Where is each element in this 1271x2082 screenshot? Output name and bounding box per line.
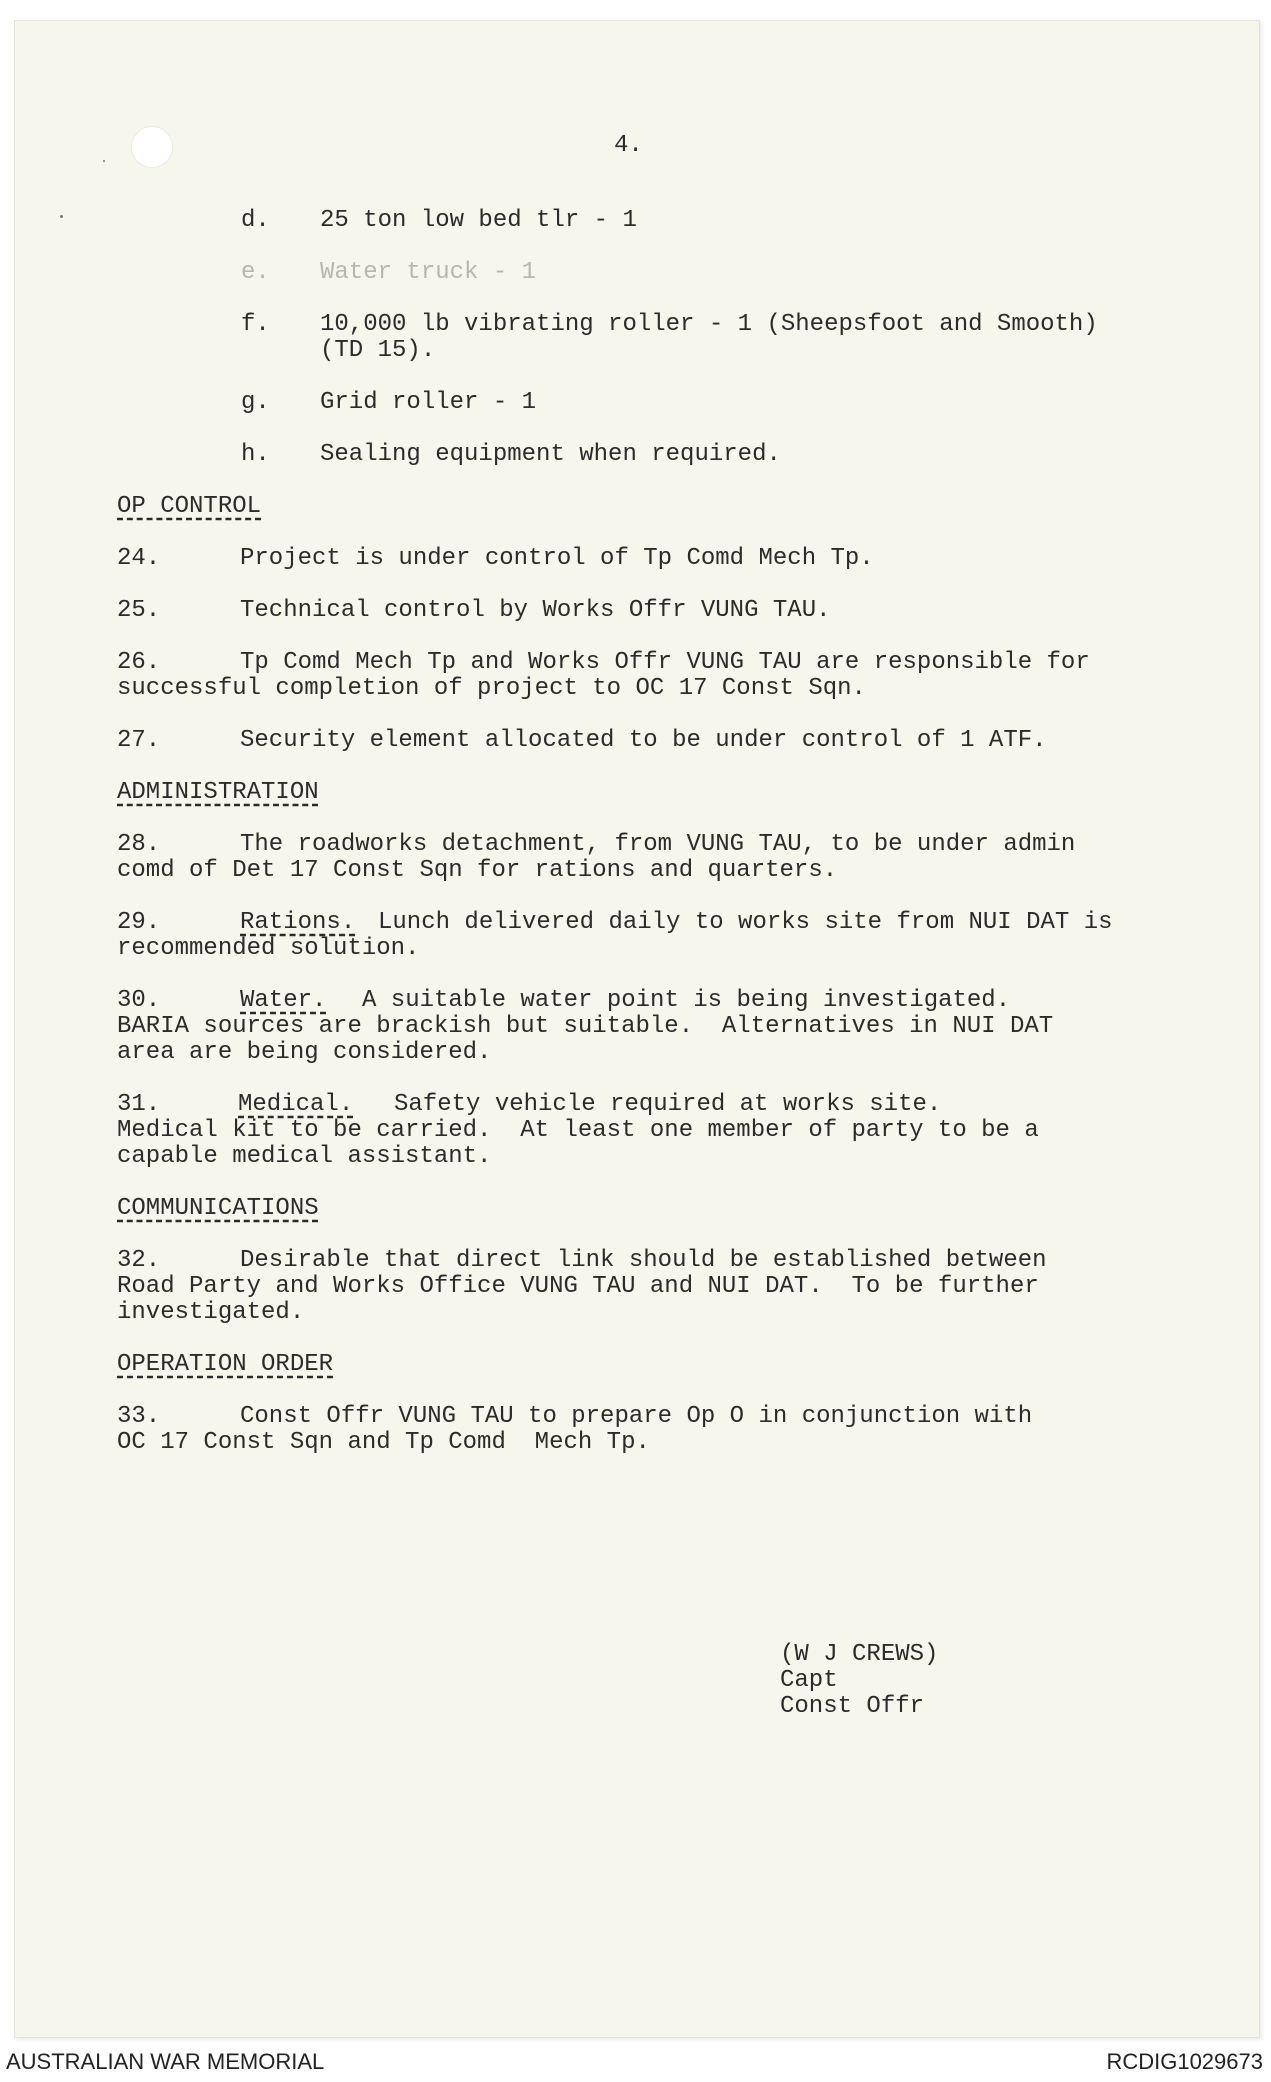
section-heading-operation-order: OPERATION ORDER (117, 1351, 334, 1378)
paragraph-text: Lunch delivered daily to works site from NUI DAT is (378, 909, 1113, 936)
paragraph-number: 33. (117, 1403, 161, 1430)
section-heading-communications: COMMUNICATIONS (117, 1195, 319, 1222)
archive-reference-id: RCDIG1029673 (1106, 2049, 1263, 2074)
paragraph-heading: Water. (240, 987, 327, 1014)
paragraph-text: Technical control by Works Offr VUNG TAU. (240, 597, 831, 624)
signature-name: (W J CREWS) (780, 1641, 939, 1668)
paragraph-text: Safety vehicle required at works site. (394, 1091, 942, 1118)
paragraph-text: Security element allocated to be under control of 1 ATF. (240, 727, 1047, 754)
paragraph-number: 32. (117, 1247, 161, 1274)
paragraph-text: OC 17 Const Sqn and Tp Comd Mech Tp. (117, 1429, 650, 1456)
paragraph-text: A suitable water point is being investigated. (362, 987, 1011, 1014)
section-heading-administration: ADMINISTRATION (117, 779, 319, 806)
paragraph-number: 24. (117, 545, 161, 572)
paragraph-number: 29. (117, 909, 161, 936)
signature-rank: Capt (780, 1667, 838, 1694)
paragraph-text: Const Offr VUNG TAU to prepare Op O in conjunction with (240, 1403, 1033, 1430)
item-letter: g. (241, 389, 270, 416)
paper-speck (60, 215, 63, 218)
item-text-continued: (TD 15). (320, 337, 436, 364)
item-letter: h. (241, 441, 270, 468)
paragraph-number: 27. (117, 727, 161, 754)
paragraph-heading: Rations. (240, 909, 356, 936)
signature-appointment: Const Offr (780, 1693, 925, 1720)
item-text: 10,000 lb vibrating roller - 1 (Sheepsfoot and Smooth) (320, 311, 1098, 338)
paragraph-text: Project is under control of Tp Comd Mech Tp. (240, 545, 874, 572)
paragraph-text: Tp Comd Mech Tp and Works Offr VUNG TAU are responsible for (240, 649, 1090, 676)
paragraph-text: comd of Det 17 Const Sqn for rations and quarters. (117, 857, 838, 884)
paragraph-text: BARIA sources are brackish but suitable. Alternatives in NUI DAT (117, 1013, 1054, 1040)
paper-speck (103, 160, 105, 162)
paragraph-number: 26. (117, 649, 161, 676)
item-text: Grid roller - 1 (320, 389, 537, 416)
item-letter: f. (241, 311, 270, 338)
paragraph-text: capable medical assistant. (117, 1143, 492, 1170)
paragraph-number: 31. (117, 1091, 161, 1118)
item-text: Sealing equipment when required. (320, 441, 781, 468)
paragraph-number: 30. (117, 987, 161, 1014)
paragraph-text: recommended solution. (117, 935, 420, 962)
paragraph-text: Desirable that direct link should be established between (240, 1247, 1047, 1274)
punch-hole (131, 126, 173, 168)
page-number: 4. (614, 132, 643, 159)
section-heading-op-control: OP CONTROL (117, 493, 262, 520)
item-letter: e. (241, 259, 270, 286)
item-text: Water truck - 1 (320, 259, 537, 286)
paragraph-text: investigated. (117, 1299, 305, 1326)
item-letter: d. (241, 207, 270, 234)
paragraph-text: area are being considered. (117, 1039, 492, 1066)
paragraph-number: 28. (117, 831, 161, 858)
archive-credit: AUSTRALIAN WAR MEMORIAL (6, 2049, 325, 2074)
paragraph-text: Road Party and Works Office VUNG TAU and NUI DAT. To be further (117, 1273, 1039, 1300)
item-text: 25 ton low bed tlr - 1 (320, 207, 637, 234)
paragraph-text: Medical kit to be carried. At least one member of party to be a (117, 1117, 1039, 1144)
paragraph-text: successful completion of project to OC 17 Const Sqn. (117, 675, 866, 702)
paragraph-text: The roadworks detachment, from VUNG TAU, to be under admin (240, 831, 1076, 858)
paragraph-heading: Medical. (238, 1091, 354, 1118)
paragraph-number: 25. (117, 597, 161, 624)
